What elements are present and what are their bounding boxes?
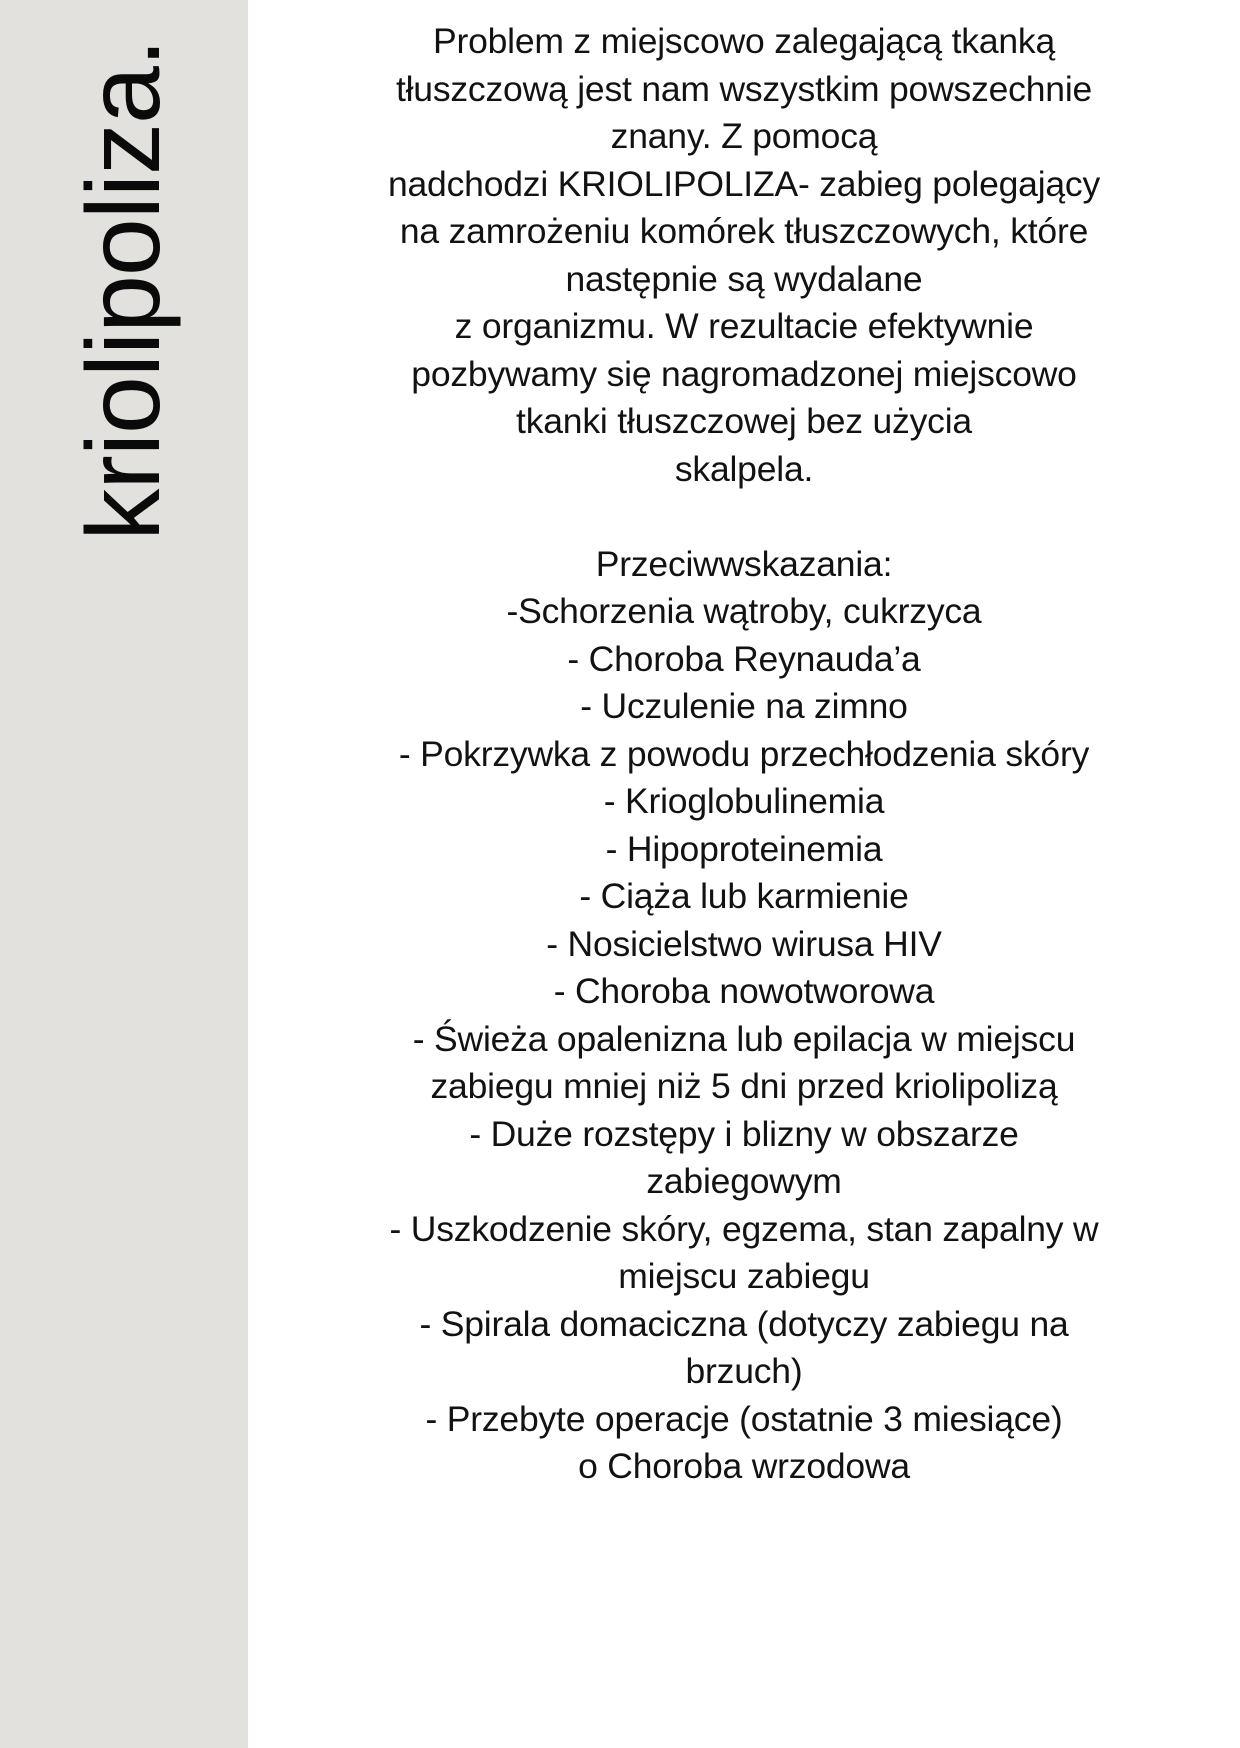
contraindication-line: - Świeża opalenizna lub epilacja w miejscu bbox=[412, 1018, 1076, 1059]
contraindication-line: - Nosicielstwo wirusa HIV bbox=[546, 923, 942, 964]
content-column bbox=[248, 0, 1240, 1748]
intro-line: tłuszczową jest nam wszystkim powszechnie bbox=[395, 68, 1093, 109]
contraindication-line: - Przebyte operacje (ostatnie 3 miesiące) bbox=[425, 1398, 1063, 1439]
sidebar-panel bbox=[0, 0, 248, 1748]
blank-line bbox=[284, 493, 1204, 541]
intro-line: następnie są wydalane bbox=[565, 258, 923, 299]
contraindication-line: - Uczulenie na zimno bbox=[580, 686, 908, 726]
contraindications-section bbox=[284, 541, 1204, 1491]
contraindication-line: zabiegu mniej niż 5 dni przed kriolipolizą bbox=[430, 1066, 1058, 1106]
paragraph-gap bbox=[284, 493, 1204, 541]
contraindication-line: - Uszkodzenie skóry, egzema, stan zapalny w bbox=[389, 1208, 1099, 1249]
intro-line: nadchodzi KRIOLIPOLIZA- zabieg polegający bbox=[387, 163, 1101, 204]
contraindication-line: - Spirala domaciczna (dotyczy zabiegu na bbox=[419, 1303, 1069, 1344]
intro-line: tkanki tłuszczowej bez użycia bbox=[516, 401, 972, 441]
intro-line: skalpela. bbox=[674, 448, 814, 489]
contraindication-line: - Choroba nowotworowa bbox=[553, 971, 935, 1011]
contraindications-heading: Przeciwwskazania: bbox=[595, 543, 893, 584]
contraindication-line: brzuch) bbox=[685, 1351, 803, 1391]
intro-line: z organizmu. W rezultacie efektywnie bbox=[454, 306, 1034, 346]
contraindication-line: -Schorzenia wątroby, cukrzyca bbox=[506, 591, 982, 631]
contraindication-line: o Choroba wrzodowa bbox=[578, 1446, 910, 1486]
contraindication-line: - Krioglobulinemia bbox=[603, 781, 885, 821]
contraindication-line: zabiegowym bbox=[646, 1161, 842, 1201]
contraindication-line: - Duże rozstępy i blizny w obszarze bbox=[469, 1113, 1019, 1154]
contraindication-line: - Pokrzywka z powodu przechłodzenia skóry bbox=[398, 733, 1090, 774]
intro-line: znany. Z pomocą bbox=[610, 116, 878, 156]
contraindication-line: - Choroba Reynauda’a bbox=[567, 638, 921, 679]
intro-line: pozbywamy się nagromadzonej miejscowo bbox=[411, 353, 1077, 394]
contraindication-line: miejscu zabiegu bbox=[618, 1256, 870, 1296]
sidebar-title-container bbox=[0, 0, 248, 580]
intro-line: Problem z miejscowo zalegającą tkanką bbox=[432, 21, 1056, 61]
contraindication-line: - Ciąża lub karmienie bbox=[579, 876, 909, 916]
page-title-vertical: kriolipoliza. bbox=[66, 39, 182, 541]
intro-paragraph bbox=[284, 18, 1204, 493]
contraindication-line: - Hipoproteinemia bbox=[605, 828, 883, 869]
intro-line: na zamrożeniu komórek tłuszczowych, które bbox=[399, 211, 1089, 251]
